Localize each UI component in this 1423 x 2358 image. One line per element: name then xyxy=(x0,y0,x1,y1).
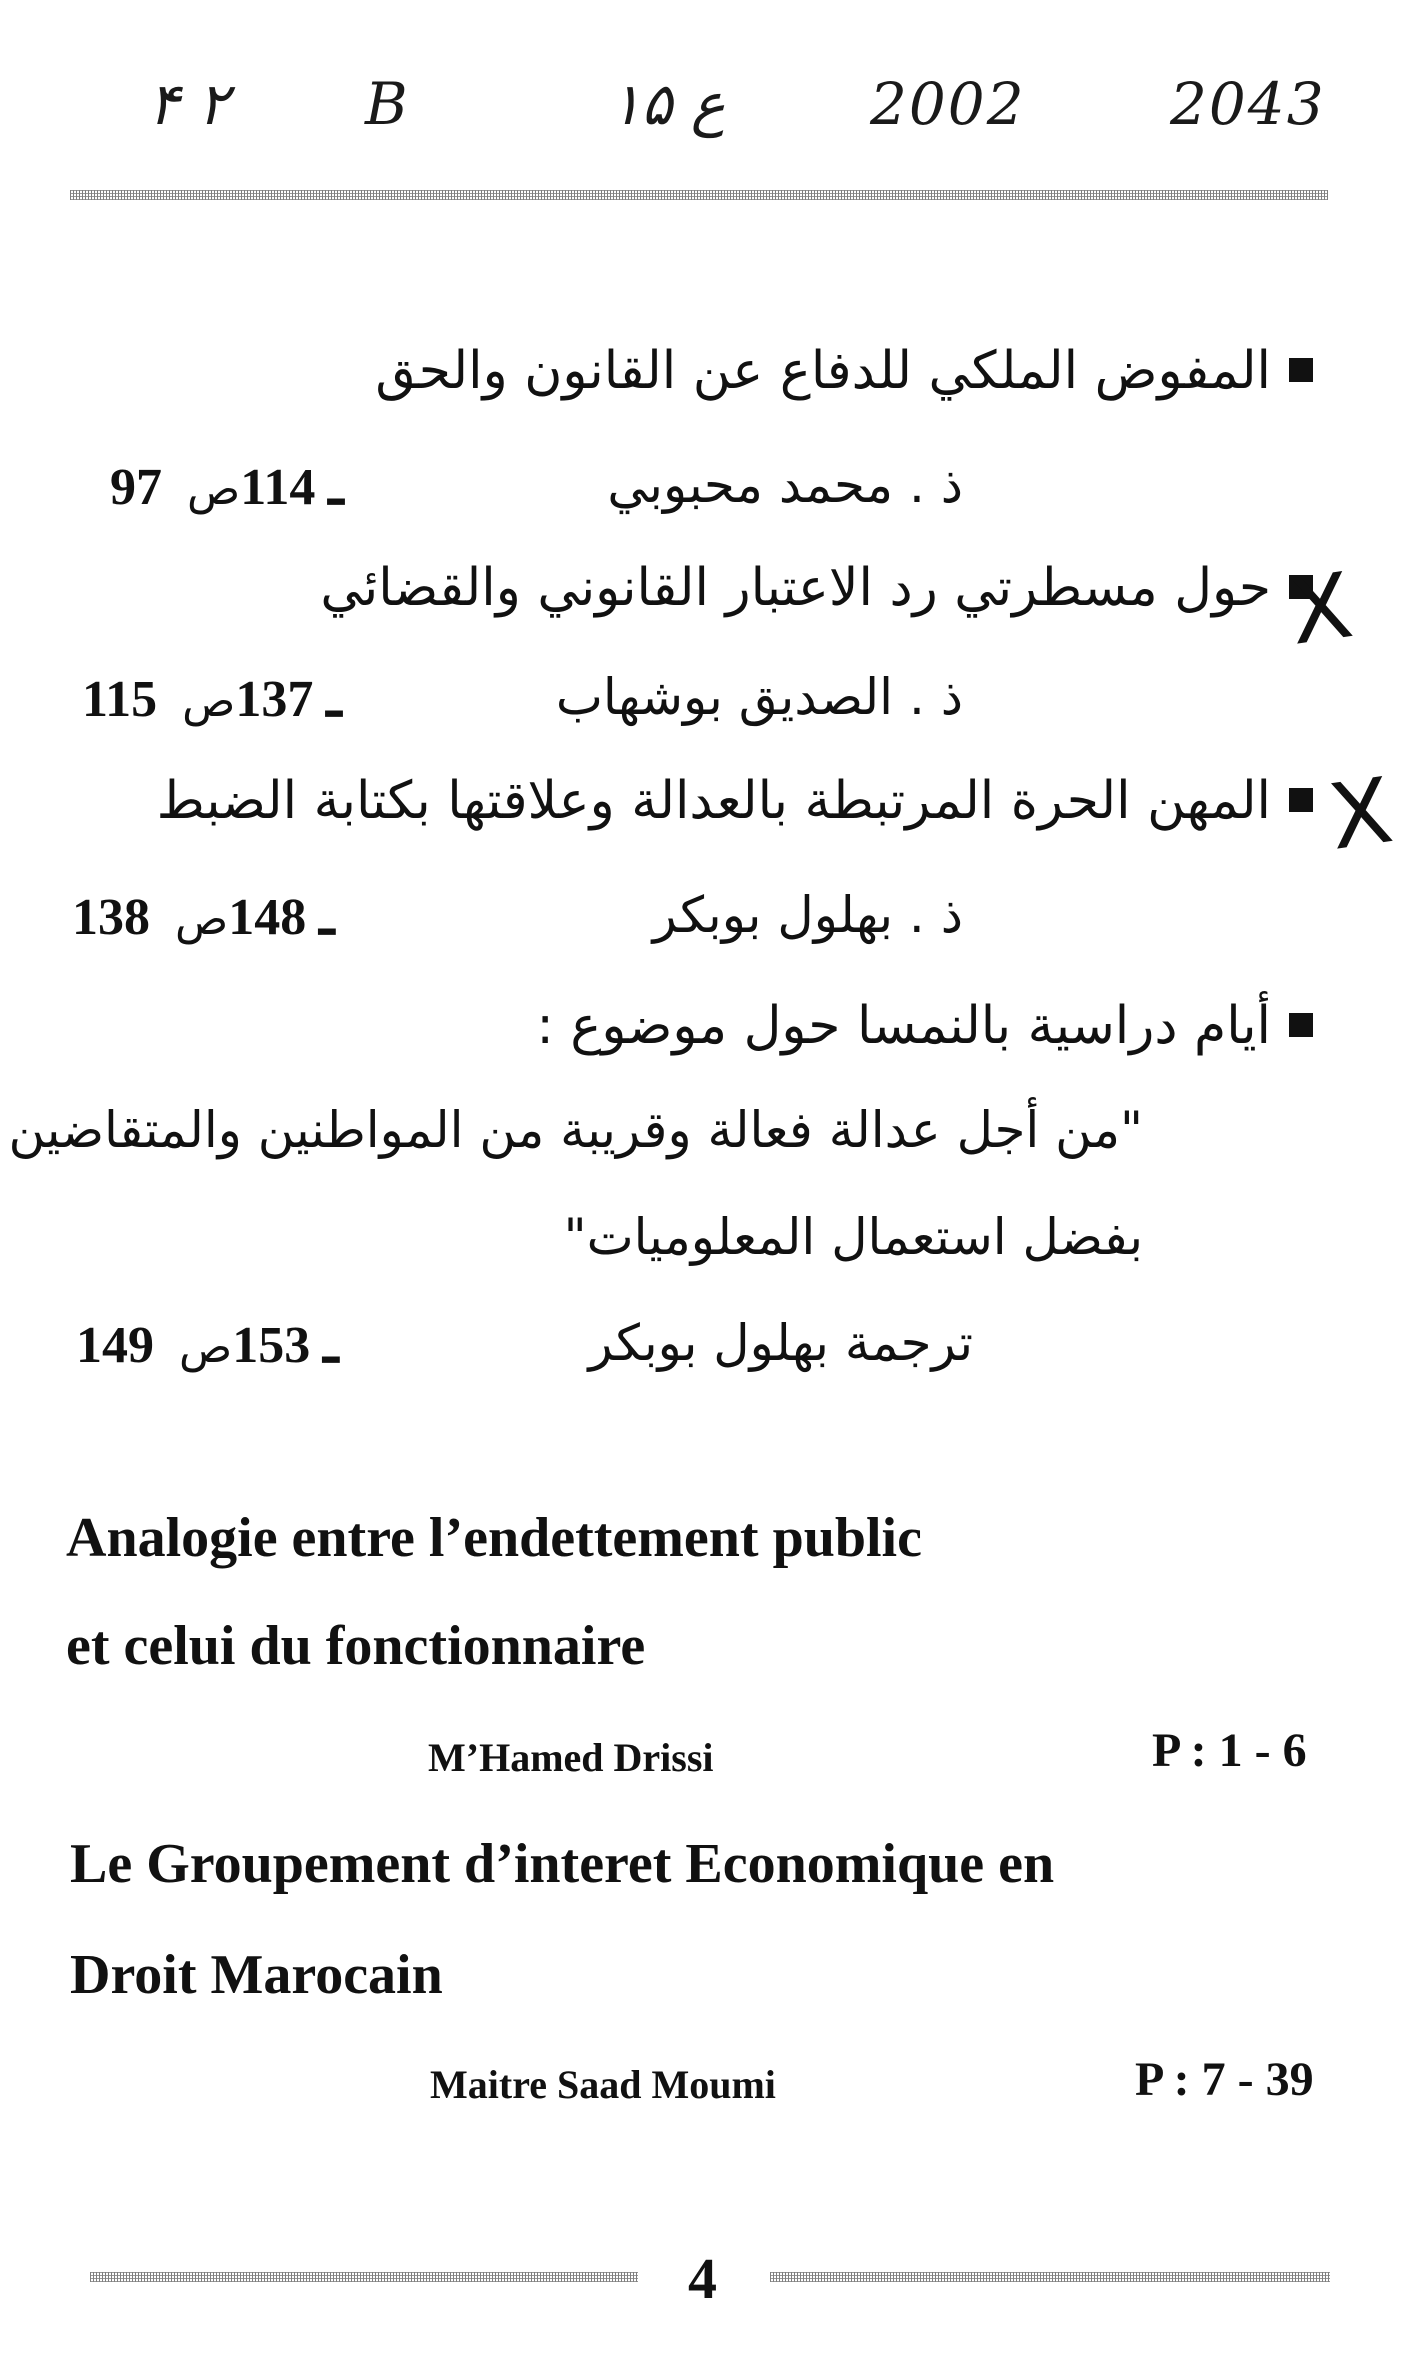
arabic-entry-2-pages-range: 115 ـ 137 xyxy=(82,671,342,728)
handwritten-note-2: B xyxy=(365,70,410,138)
handwritten-note-5: 2043 xyxy=(1170,70,1326,138)
french-entry-1-title-line-2: et celui du fonctionnaire xyxy=(66,1615,646,1677)
arabic-entry-4-author: ترجمة بهلول بوبكر xyxy=(588,1314,973,1372)
french-entry-2-title-line-1: Le Groupement d’interet Economique en xyxy=(70,1833,1055,1895)
arabic-entry-4-pages xyxy=(76,1317,339,1374)
arabic-entry-1-pages xyxy=(110,459,344,516)
arabic-entry-1-pages-prefix: ص xyxy=(187,464,241,515)
arabic-entry-2-title-text: حول مسطرتي رد الاعتبار القانوني والقضائي xyxy=(320,558,1271,618)
handwritten-note-3: ۱۵ ع xyxy=(610,70,726,138)
arabic-entry-3-pages-range: 138 ـ 148 xyxy=(72,889,335,946)
arabic-entry-4-title-text: أيام دراسية بالنمسا حول موضوع : xyxy=(536,996,1271,1056)
french-entry-2-author: Maitre Saad Moumi xyxy=(430,2062,776,2107)
arabic-entry-2-pages xyxy=(82,671,342,728)
arabic-entry-3-pages xyxy=(72,889,335,946)
arabic-entry-3-author: ذ . بهلول بوبكر xyxy=(652,886,963,944)
arabic-entry-1-title-text: المفوض الملكي للدفاع عن القانون والحق xyxy=(375,341,1271,401)
arabic-entry-4-subtitle-line-1: "من أجل عدالة فعالة وقريبة من المواطنين والمتقاضين xyxy=(8,1101,1143,1159)
bullet-icon xyxy=(1289,1013,1313,1037)
arabic-entry-3-title xyxy=(156,771,1313,831)
french-entry-2-pages: P : 7 - 39 xyxy=(1135,2053,1314,2106)
footer-divider-right xyxy=(770,2272,1330,2282)
bullet-icon xyxy=(1289,358,1313,382)
french-entry-1-title-line-1: Analogie entre l’endettement public xyxy=(66,1507,922,1569)
arabic-entry-2-author: ذ . الصديق بوشهاب xyxy=(555,668,963,726)
arabic-entry-4-title xyxy=(536,996,1313,1056)
handwritten-x-mark-icon: X xyxy=(1322,758,1399,871)
arabic-entry-1-author: ذ . محمد محبوبي xyxy=(607,456,963,514)
arabic-entry-1-title xyxy=(375,341,1313,401)
arabic-entry-4-pages-range: 149 ـ 153 xyxy=(76,1317,339,1374)
arabic-entry-4-pages-prefix: ص xyxy=(179,1322,233,1373)
handwritten-note-1: ۴ ۲ xyxy=(148,70,229,138)
arabic-entry-3-title-text: المهن الحرة المرتبطة بالعدالة وعلاقتها بكتابة الضبط xyxy=(156,771,1271,831)
french-entry-1-pages: P : 1 - 6 xyxy=(1152,1724,1307,1777)
arabic-entry-1-pages-range: 97 ـ 114 xyxy=(110,459,344,516)
arabic-entry-3-pages-prefix: ص xyxy=(175,894,229,945)
arabic-entry-4-subtitle-line-2: بفضل استعمال المعلوميات" xyxy=(563,1208,1143,1266)
handwritten-x-mark-icon: X xyxy=(1282,553,1359,666)
page-number: 4 xyxy=(688,2246,717,2311)
top-divider xyxy=(70,190,1328,200)
arabic-entry-2-pages-prefix: ص xyxy=(182,676,236,727)
footer-divider-left xyxy=(90,2272,638,2282)
french-entry-2-title-line-2: Droit Marocain xyxy=(70,1944,443,2006)
bullet-icon xyxy=(1289,788,1313,812)
arabic-entry-2-title xyxy=(320,558,1313,618)
handwritten-note-4: 2002 xyxy=(870,70,1026,138)
french-entry-1-author: M’Hamed Drissi xyxy=(428,1735,714,1780)
